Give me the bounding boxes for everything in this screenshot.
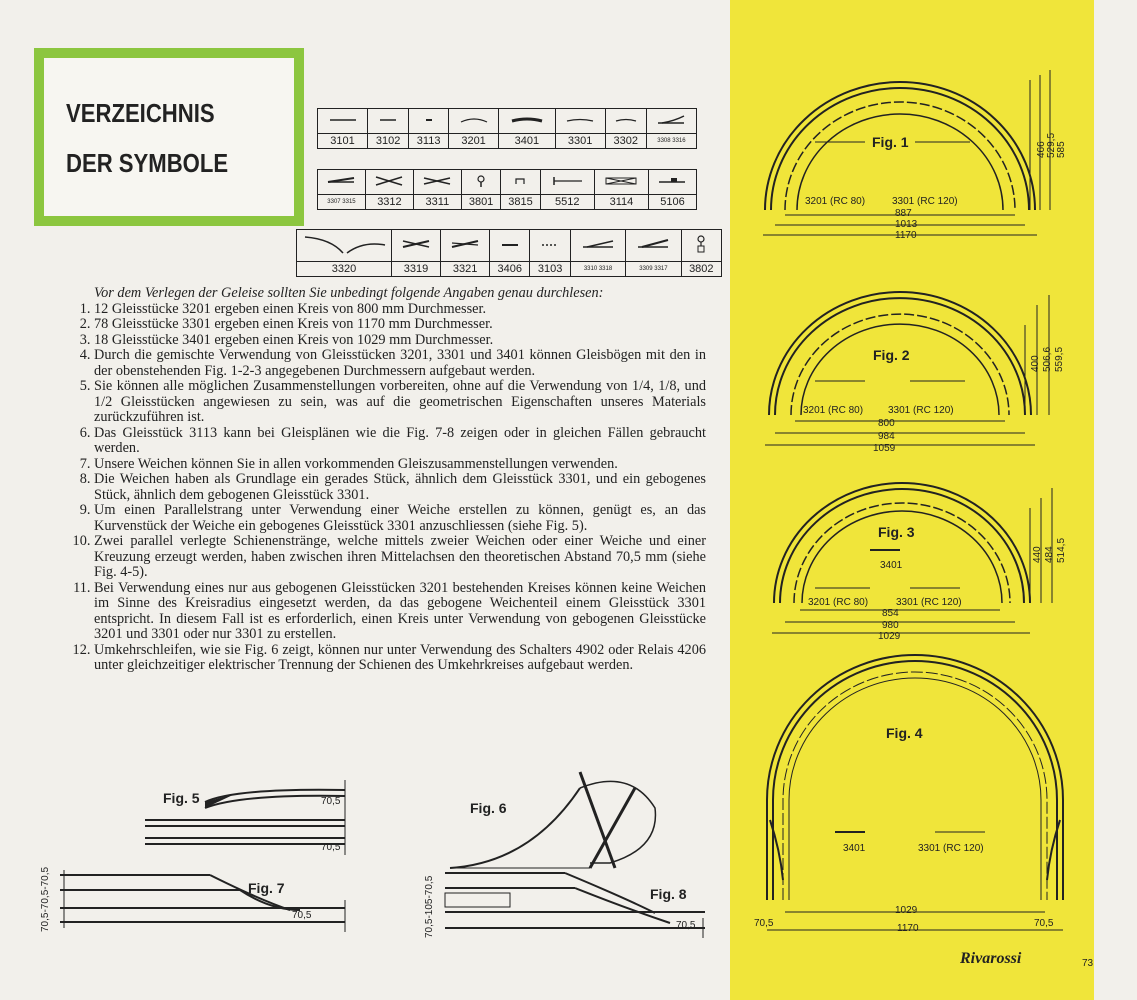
fig3-label: Fig. 3 <box>878 524 915 540</box>
symbol-label: 3308 3316 <box>646 134 696 149</box>
fig3-w3: 1029 <box>878 631 901 642</box>
symbol-label: 3320 <box>297 262 392 277</box>
symbol-icon <box>368 109 409 134</box>
symbol-label: 5512 <box>540 195 594 210</box>
fig2-h3: 559,5 <box>1054 346 1065 372</box>
fig4-w2: 1170 <box>897 923 919 934</box>
instructions-list <box>66 302 706 674</box>
symbol-label: 3307 3315 <box>318 195 366 210</box>
symbol-label: 3406 <box>490 262 530 277</box>
fig3-right: 3301 (RC 120) <box>896 597 962 608</box>
list-item: 10. Zwei parallel verlegte Schienenstränge, welche mittels zweier Weichen oder einer Weiche und einer Kreuzung erzeugt werden, haben zwischen ihren Mittelachsen den theoretischen Abstand 70,5 mm (siehe Fig. 4-5). <box>94 534 706 581</box>
fig2-left: 3201 (RC 80) <box>803 405 864 416</box>
symbol-label: 5106 <box>648 195 696 210</box>
symbol-icon <box>648 170 696 195</box>
fig4-diagram <box>755 650 1075 940</box>
list-item: 6. Das Gleisstück 3113 kann bei Gleisplänen wie die Fig. 7-8 zeigen oder in gleichen Fällen gebraucht werden. <box>94 426 706 457</box>
instructions-text <box>66 286 706 674</box>
symbol-icon <box>365 170 413 195</box>
fig2-label: Fig. 2 <box>873 347 910 363</box>
title-line-1: VERZEICHNIS <box>66 98 215 128</box>
fig3-h1: 440 <box>1032 546 1043 563</box>
symbol-icon <box>605 109 646 134</box>
symbol-icon <box>318 170 366 195</box>
fig1-h3: 585 <box>1056 141 1067 158</box>
symbol-label: 3802 <box>681 262 721 277</box>
fig4-label: Fig. 4 <box>886 725 923 741</box>
fig5-dim: 70,5 <box>321 842 341 853</box>
fig1-h2: 529,5 <box>1046 132 1057 158</box>
fig5-label: Fig. 5 <box>163 790 200 806</box>
symbol-icon <box>530 230 570 262</box>
symbol-icon <box>318 109 368 134</box>
list-item: 11. Bei Verwendung eines nur aus gebogenen Gleisstücken 3201 bestehenden Kreises können keine Weichen im Sinne des Kreisradius eingesetzt werden, da das gebogene Weichenteil einem Gleisstück 3301 entspricht. In diesem Fall ist es erforderlich, einen Kreis unter Verwendung von gebogenen Gleisstücke 3201 und 3301 oder nur 3301 zu erstellen. <box>94 581 706 643</box>
fig4-left: 3401 <box>843 843 866 854</box>
symbol-icon <box>413 170 461 195</box>
fig1-h1: 466 <box>1036 141 1047 158</box>
fig1-w1: 887 <box>895 208 912 219</box>
list-item: 8. Die Weichen haben als Grundlage ein gerades Stück, ähnlich dem Gleisstück 3301, und ein gebogenes Stück, ähnlich dem gebogenen Gleisstück 3301. <box>94 472 706 503</box>
symbol-table-3 <box>296 229 722 277</box>
fig1-right: 3301 (RC 120) <box>892 196 958 207</box>
list-item: 2. 78 Gleisstücke 3301 ergeben einen Kreis von 1170 mm Durchmesser. <box>94 317 706 333</box>
fig2-w3: 1059 <box>873 443 896 454</box>
fig2-h1: 400 <box>1030 355 1041 372</box>
symbol-label: 3801 <box>461 195 500 210</box>
symbol-table-1 <box>317 108 697 149</box>
symbol-label: 3201 <box>449 134 499 149</box>
symbol-icon <box>681 230 721 262</box>
symbol-label: 3312 <box>365 195 413 210</box>
fig7-side-dim: 70,5-70,5-70,5 <box>40 866 51 932</box>
symbol-label: 3321 <box>441 262 490 277</box>
symbol-label: 3302 <box>605 134 646 149</box>
symbol-icon <box>501 170 540 195</box>
fig4-off-left: 70,5 <box>754 918 774 929</box>
symbol-label: 3113 <box>409 134 449 149</box>
fig2-w1: 800 <box>878 418 895 429</box>
symbol-label: 3101 <box>318 134 368 149</box>
fig6-label: Fig. 6 <box>470 800 507 816</box>
fig5-dim: 70,5 <box>321 796 341 807</box>
symbol-label: 3319 <box>392 262 441 277</box>
fig8-dim: 70,5 <box>676 920 696 931</box>
symbol-icon <box>594 170 648 195</box>
page-number: 73 <box>1082 958 1094 969</box>
symbol-icon <box>555 109 605 134</box>
symbol-icon <box>297 230 392 262</box>
fig2-w2: 984 <box>878 431 895 442</box>
fig8-diagram <box>445 868 710 948</box>
list-item: 9. Um einen Parallelstrang unter Verwendung einer Weiche erstellen zu können, genügt es, an das Kurvenstück der Weiche ein gebogenes Gleisstück 3301 anzuschliessen (siehe Fig. 5). <box>94 503 706 534</box>
fig4-right: 3301 (RC 120) <box>918 843 984 854</box>
fig2-right: 3301 (RC 120) <box>888 405 954 416</box>
list-item: 3. 18 Gleisstücke 3401 ergeben einen Kreis von 1029 mm Durchmesser. <box>94 333 706 349</box>
symbol-icon <box>490 230 530 262</box>
list-item: 1. 12 Gleisstücke 3201 ergeben einen Kreis von 800 mm Durchmesser. <box>94 302 706 318</box>
list-item: 4. Durch die gemischte Verwendung von Gleisstücken 3201, 3301 und 3401 können Gleisbögen mit den in der obenstehenden Fig. 1-2-3 angegebenen Durchmessern aufgebaut werden. <box>94 348 706 379</box>
fig1-label: Fig. 1 <box>872 134 909 150</box>
fig1-w3: 1170 <box>895 230 917 241</box>
symbol-label: 3301 <box>555 134 605 149</box>
fig2-h2: 506,6 <box>1042 346 1053 372</box>
fig7-label: Fig. 7 <box>248 880 285 896</box>
fig1-w2: 1013 <box>895 219 918 230</box>
symbol-icon <box>626 230 681 262</box>
symbol-label: 3114 <box>594 195 648 210</box>
fig3-h3: 514,5 <box>1056 537 1067 563</box>
fig3-w2: 980 <box>882 620 899 631</box>
symbol-label: 3309 3317 <box>626 262 681 277</box>
fig4-w1: 1029 <box>895 905 918 916</box>
fig3-h2: 484 <box>1044 546 1055 563</box>
brand-logo: Rivarossi <box>960 950 1022 967</box>
fig1-left: 3201 (RC 80) <box>805 196 866 207</box>
fig8-label: Fig. 8 <box>650 886 687 902</box>
symbol-label: 3311 <box>413 195 461 210</box>
symbol-label: 3310 3318 <box>570 262 625 277</box>
list-item: 12. Umkehrschleifen, wie sie Fig. 6 zeigt, können nur unter Verwendung des Schalters 4902 oder Relais 4206 unter gleichzeitiger elektrischer Trennung der Schienen des Umkehrkreises aufgebaut werden. <box>94 643 706 674</box>
title-line-2: DER SYMBOLE <box>66 148 229 178</box>
symbol-icon <box>449 109 499 134</box>
fig2-diagram <box>755 285 1065 455</box>
fig3-w1: 854 <box>882 608 899 619</box>
symbol-icon <box>499 109 556 134</box>
symbol-table-2 <box>317 169 697 210</box>
list-item: 5. Sie können alle möglichen Zusammenstellungen vorbereiten, ohne auf die Verwendung von 1/4, 1/8, und 1/2 Gleisstücken angewiesen zu sein, was auf die geometrischen Eigenschaften unseres Materials zurückzuführen ist. <box>94 379 706 426</box>
fig3-diagram <box>760 478 1060 648</box>
symbol-icon <box>570 230 625 262</box>
intro-text: Vor dem Verlegen der Geleise sollten Sie unbedingt folgende Angaben genau durchlesen: <box>94 285 604 301</box>
symbol-icon <box>540 170 594 195</box>
fig7-dim: 70,5 <box>292 910 312 921</box>
fig3-top: 3401 <box>880 560 903 571</box>
title-box <box>34 48 304 226</box>
symbol-icon <box>646 109 696 134</box>
fig3-left: 3201 (RC 80) <box>808 597 869 608</box>
fig4-off-right: 70,5 <box>1034 918 1054 929</box>
symbol-icon <box>392 230 441 262</box>
symbol-label: 3815 <box>501 195 540 210</box>
symbol-icon <box>409 109 449 134</box>
list-item: 7. Unsere Weichen können Sie in allen vorkommenden Gleiszusammenstellungen verwenden. <box>94 457 706 473</box>
fig6-diagram <box>430 768 660 878</box>
symbol-icon <box>461 170 500 195</box>
symbol-icon <box>441 230 490 262</box>
symbol-label: 3401 <box>499 134 556 149</box>
symbol-label: 3103 <box>530 262 570 277</box>
symbol-label: 3102 <box>368 134 409 149</box>
fig8-side-dim: 70,5-105-70,5 <box>424 875 435 938</box>
